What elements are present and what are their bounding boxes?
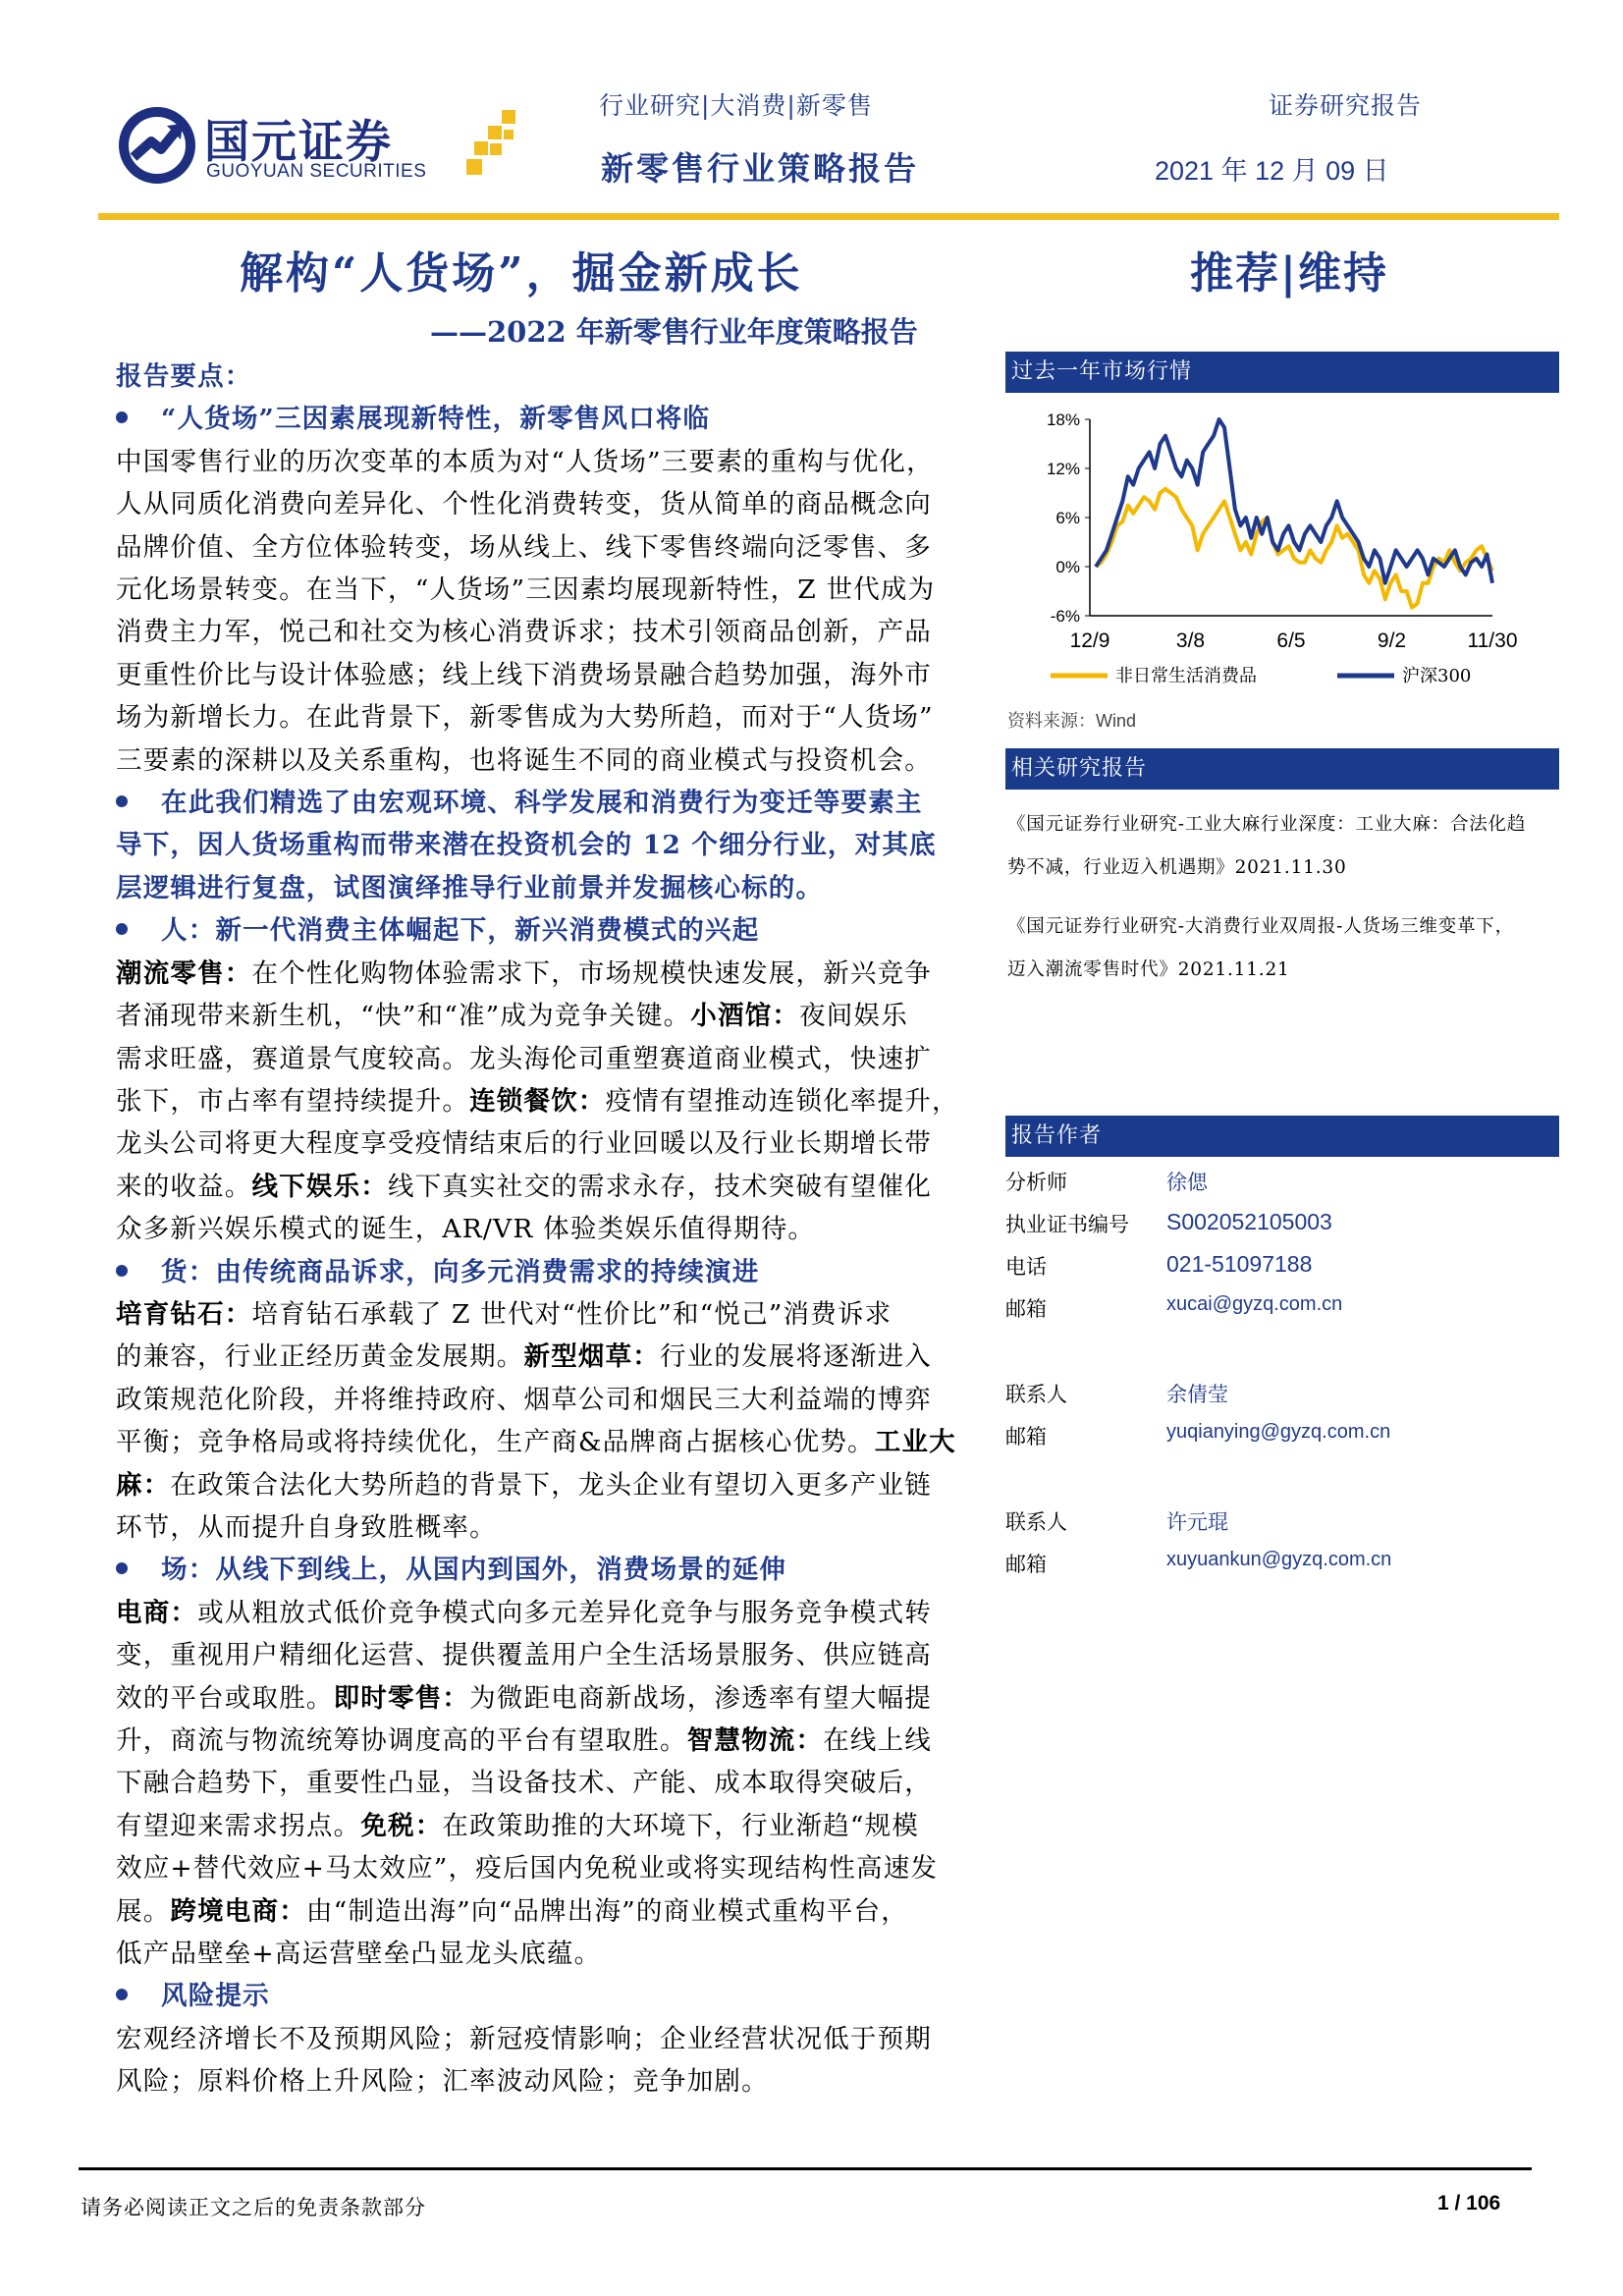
paragraph-line: 平衡；竞争格局或将持续优化，生产商&品牌商占据核心优势。工业大	[116, 1427, 956, 1458]
chart-x-tick-label: 9/2	[1377, 629, 1407, 652]
summary-heading-6: 风险提示	[116, 1975, 980, 2017]
paragraph-line: 环节，从而提升自身致胜概率。	[116, 1511, 497, 1543]
paragraph-line: 来的收益。线下娱乐：线下真实社交的需求永存，技术突破有望催化	[116, 1171, 932, 1202]
paragraph-line: 者涌现带来新生机，“快”和“准”成为竞争关键。小酒馆：夜间娱乐	[116, 1001, 908, 1032]
paragraph-line: 需求旺盛，赛道景气度较高。龙头海伦司重塑赛道商业模式，快速扩	[116, 1043, 932, 1074]
cert-row	[1005, 1209, 1332, 1238]
chart-y-tick-label: -6%	[1050, 607, 1080, 626]
contact2-name: 许元琨	[1166, 1510, 1228, 1534]
related-report-line: 《国元证券行业研究-大消费行业双周报-人货场三维变革下，	[1007, 916, 1514, 937]
summary-heading-1: “人货场”三因素展现新特性，新零售风口将临	[116, 398, 980, 440]
paragraph-line: 变，重视用户精细化运营、提供覆盖用户全生活场景服务、供应链高	[116, 1640, 932, 1671]
paragraph-line: 中国零售行业的历次变革的本质为对“人货场”三要素的重构与优化，	[116, 446, 934, 477]
paragraph-line: 众多新兴娱乐模式的诞生，AR/VR 体验类娱乐值得期待。	[116, 1214, 816, 1245]
paragraph-line: 升，商流与物流统筹协调度高的平台有望取胜。智慧物流：在线上线	[116, 1725, 933, 1756]
paragraph-line: 元化场景转变。在当下，“人货场”三因素均展现新特性，Z 世代成为	[116, 574, 936, 606]
summary-heading-4: 货：由传统商品诉求，向多元消费需求的持续演进	[116, 1251, 980, 1293]
report-title: 解构“人货场”，掘金新成长	[240, 248, 803, 299]
chart-source: 资料来源：Wind	[1007, 711, 1137, 731]
chart-legend-label: 非日常生活消费品	[1115, 666, 1257, 686]
bullet-icon	[116, 1265, 128, 1277]
paragraph-line: 麻：在政策合法化大势所趋的背景下，龙头企业有望切入更多产业链	[116, 1469, 933, 1501]
chart-legend-label: 沪深300	[1402, 666, 1472, 686]
logo-squares-icon	[466, 108, 535, 177]
paragraph-line: 宏观经济增长不及预期风险；新冠疫情影响；企业经营状况低于预期	[116, 2023, 932, 2054]
report-subtitle: ——2022 年新零售行业年度策略报告	[430, 315, 918, 349]
contact1-name: 余倩莹	[1166, 1383, 1228, 1406]
analyst-email[interactable]: xucai@gyzq.com.cn	[1166, 1293, 1343, 1315]
related-report-line: 迈入潮流零售时代》2021.11.21	[1007, 959, 1290, 980]
contact2-email-row	[1005, 1549, 1392, 1578]
related-report-line: 《国元证券行业研究-工业大麻行业深度：工业大麻：合法化趋	[1007, 814, 1527, 835]
paragraph-line: 消费主力军，悦己和社交为核心消费诉求；技术引领商品创新，产品	[116, 617, 932, 648]
phone-number: 021-51097188	[1166, 1251, 1313, 1277]
chart-y-tick-label: 18%	[1046, 410, 1080, 429]
summary-heading-5: 场：从线下到线上，从国内到国外，消费场景的延伸	[116, 1549, 980, 1591]
paragraph-line: 低产品壁垒+高运营壁垒凸显龙头底蕴。	[116, 1939, 602, 1970]
contact2-row	[1005, 1506, 1228, 1536]
chart-x-tick-label: 6/5	[1276, 629, 1306, 652]
paragraph-line: 三要素的深耕以及关系重构，也将诞生不同的商业模式与投资机会。	[116, 744, 932, 776]
related-section-title: 相关研究报告	[1005, 748, 1559, 790]
company-logo	[118, 102, 550, 191]
paragraph-line: 场为新增长力。在此背景下，新零售成为大势所趋，而对于“人货场”	[116, 702, 934, 734]
paragraph-line: 人从同质化消费向差异化、个性化消费转变，货从简单的商品概念向	[116, 489, 932, 520]
paragraph-line: 效应+替代效应+马太效应”，疫后国内免税业或将实现结构性高速发	[116, 1853, 939, 1885]
summary-heading-3: 人：新一代消费主体崛起下，新兴消费模式的兴起	[116, 909, 980, 952]
footer-divider	[79, 2167, 1532, 2170]
paragraph-line: 品牌价值、全方位体验转变，场从线上、线下零售终端向泛零售、多	[116, 531, 932, 563]
chart-y-tick-label: 0%	[1055, 558, 1080, 576]
paragraph-line: 有望迎来需求拐点。免税：在政策助推的大环境下，行业渐趋“规模	[116, 1810, 920, 1841]
summary-heading-2-line: 导下，因人货场重构而带来潜在投资机会的 12 个细分行业，对其底	[116, 830, 937, 861]
related-report-line: 势不减，行业迈入机遇期》2021.11.30	[1007, 857, 1347, 878]
bullet-icon	[116, 795, 128, 807]
related-report-1[interactable]	[1007, 803, 1526, 890]
paragraph-line: 下融合趋势下，重要性凸显，当设备技术、产能、成本取得突破后，	[116, 1768, 932, 1799]
report-name: 新零售行业策略报告	[601, 149, 919, 188]
chart-y-tick-label: 6%	[1055, 509, 1080, 527]
cert-number: S002052105003	[1166, 1209, 1332, 1234]
paragraph-line: 效的平台或取胜。即时零售：为微距电商新战场，渗透率有望大幅提	[116, 1682, 933, 1714]
cert-label: 执业证书编号	[1005, 1213, 1129, 1236]
email-row	[1005, 1293, 1343, 1323]
report-date: 2021 年 12 月 09 日	[1155, 156, 1389, 186]
paragraph-line: 电商：或从粗放式低价竞争模式向多元差异化竞争与服务竞争模式转	[116, 1597, 933, 1628]
paragraph-line: 潮流零售：在个性化购物体验需求下，市场规模快速发展，新兴竞争	[116, 957, 932, 989]
related-report-2[interactable]	[1007, 905, 1514, 992]
summary-heading-2-line: 层逻辑进行复盘，试图演绎推导行业前景并发掘核心标的。	[116, 872, 824, 903]
chart-series-line-0	[1096, 489, 1492, 608]
analyst-name: 徐偲	[1166, 1171, 1208, 1194]
summary-heading-2: 在此我们精选了由宏观环境、科学发展和消费行为变迁等要素主	[116, 782, 980, 824]
bullet-icon	[116, 1562, 128, 1574]
phone-row	[1005, 1251, 1313, 1281]
chart-x-tick-label: 11/30	[1467, 629, 1518, 652]
paragraph-line: 培育钻石：培育钻石承载了 Z 世代对“性价比”和“悦己”消费诉求	[116, 1298, 893, 1330]
bullet-icon	[116, 923, 128, 935]
chart-y-tick-label: 12%	[1046, 460, 1080, 478]
email-label: 邮箱	[1005, 1297, 1047, 1321]
summary-section	[116, 355, 980, 2104]
page-number: 1 / 106	[1437, 2192, 1501, 2214]
report-category: 行业研究|大消费|新零售	[599, 91, 873, 120]
bullet-icon	[116, 1989, 128, 2000]
email1-label: 邮箱	[1005, 1425, 1047, 1449]
paragraph-line: 更重性价比与设计体验感；线上线下消费场景融合趋势加强，海外市	[116, 659, 932, 690]
logo-text-en: GUOYUAN SECURITIES	[206, 161, 427, 182]
market-chart-svg	[1005, 398, 1559, 692]
paragraph-line: 风险；原料价格上升风险；汇率波动风险；竞争加剧。	[116, 2066, 769, 2098]
analyst-label: 分析师	[1005, 1171, 1067, 1194]
chart-x-tick-label: 12/9	[1069, 629, 1110, 652]
paragraph-line: 的兼容，行业正经历黄金发展期。新型烟草：行业的发展将逐渐进入	[116, 1341, 932, 1373]
contact2-email[interactable]: xuyuankun@gyzq.com.cn	[1166, 1549, 1392, 1570]
contact1-email[interactable]: yuqianying@gyzq.com.cn	[1166, 1421, 1391, 1443]
paragraph-line: 展。跨境电商：由“制造出海”向“品牌出海”的商业模式重构平台，	[116, 1895, 908, 1927]
contact1-label: 联系人	[1005, 1383, 1067, 1406]
analyst-row	[1005, 1167, 1208, 1196]
author-section-title: 报告作者	[1005, 1116, 1559, 1157]
bullet-icon	[116, 411, 128, 423]
paragraph-line: 政策规范化阶段，并将维持政府、烟草公司和烟民三大利益端的博弈	[116, 1384, 932, 1415]
rating: 推荐|维持	[1190, 248, 1389, 299]
report-type: 证券研究报告	[1269, 91, 1423, 120]
contact2-label: 联系人	[1005, 1510, 1067, 1534]
logo-text-cn: 国元证券	[204, 115, 393, 168]
contact1-row	[1005, 1379, 1228, 1408]
paragraph-line: 张下，市占率有望持续提升。连锁餐饮：疫情有望推动连锁化率提升，	[116, 1085, 959, 1117]
header-divider	[98, 213, 1559, 220]
phone-label: 电话	[1005, 1255, 1047, 1279]
summary-label: 报告要点：	[116, 361, 252, 392]
contact1-email-row	[1005, 1421, 1391, 1450]
footer-disclaimer: 请务必阅读正文之后的免责条款部分	[81, 2196, 426, 2219]
email2-label: 邮箱	[1005, 1553, 1047, 1576]
logo-mark-icon	[118, 106, 196, 185]
market-chart	[1005, 398, 1559, 692]
paragraph-line: 龙头公司将更大程度享受疫情结束后的行业回暖以及行业长期增长带	[116, 1128, 932, 1160]
market-section-title: 过去一年市场行情	[1005, 352, 1559, 393]
chart-x-tick-label: 3/8	[1175, 629, 1206, 652]
